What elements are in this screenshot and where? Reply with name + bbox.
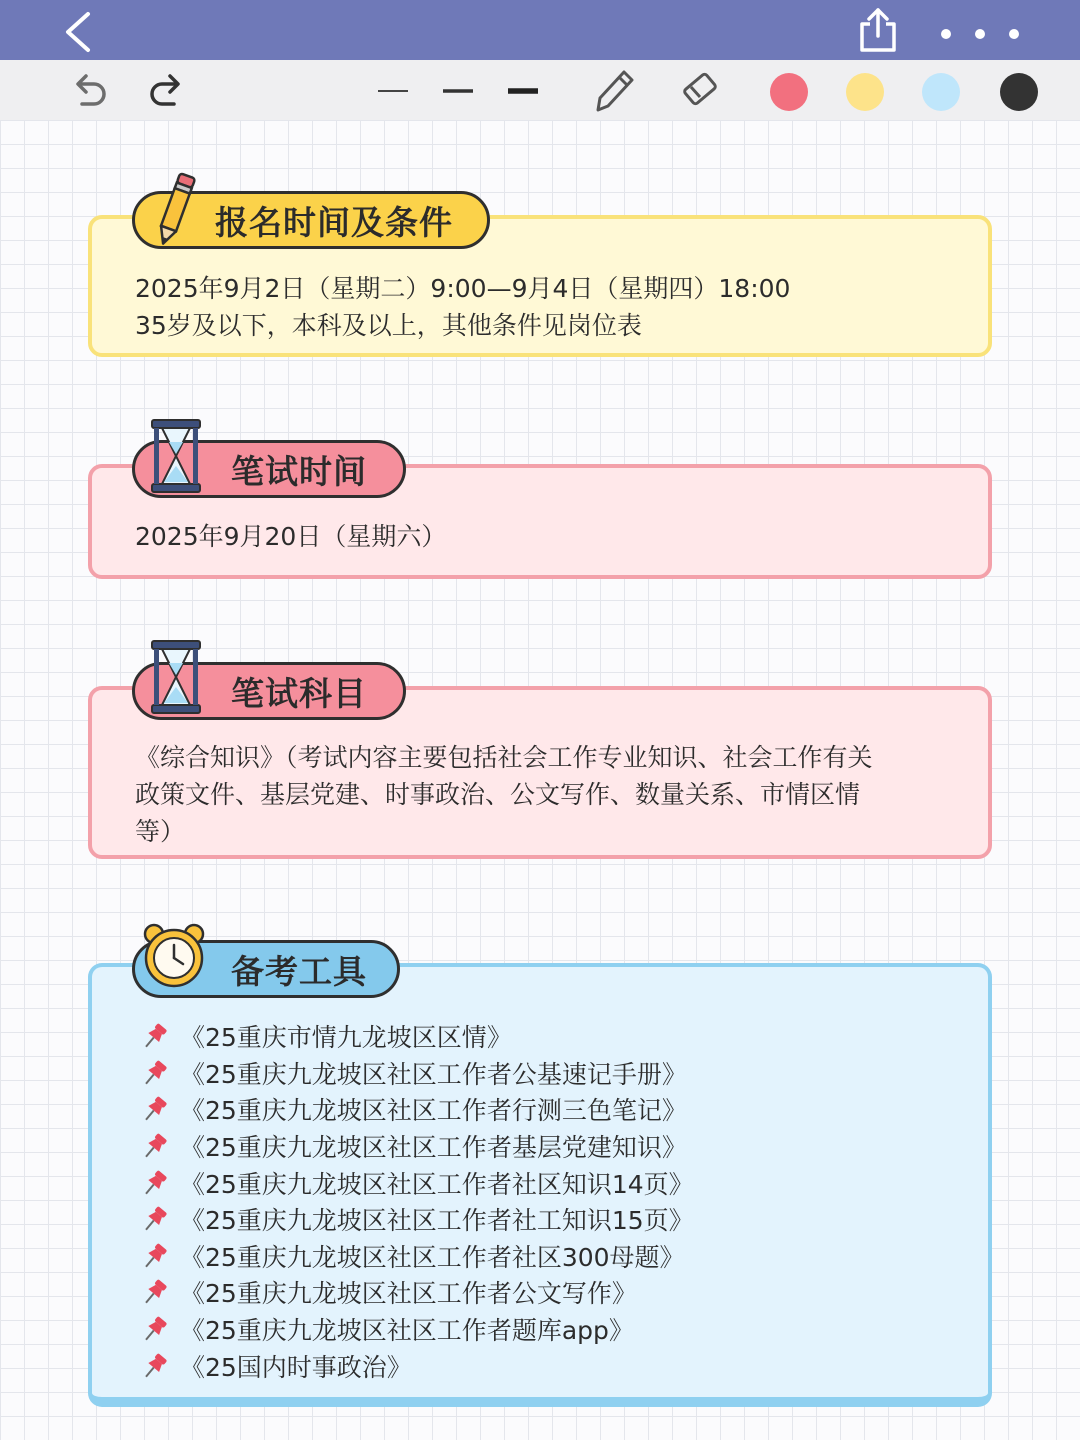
list-item <box>140 1274 694 1311</box>
exam-time-title: 笔试时间 <box>231 451 367 491</box>
more-dots-icon[interactable] <box>930 22 1030 46</box>
pushpin-icon <box>140 1314 170 1344</box>
pushpin-icon <box>140 1168 170 1198</box>
registration-title: 报名时间及条件 <box>215 202 453 242</box>
list-item <box>140 1201 694 1238</box>
list-item <box>140 1091 694 1128</box>
exam-subject-content <box>135 739 873 850</box>
redo-icon[interactable] <box>146 70 186 110</box>
pencil-icon <box>150 170 202 252</box>
tool-item-text: 《25重庆市情九龙坡区区情》 <box>180 1023 512 1053</box>
tool-item-text: 《25重庆九龙坡区社区工作者行测三色笔记》 <box>180 1096 687 1126</box>
registration-content <box>135 270 790 344</box>
thick-stroke-icon[interactable] <box>506 70 540 110</box>
list-item <box>140 1347 694 1384</box>
tool-item-text: 《25重庆九龙坡区社区工作者题库app》 <box>180 1316 634 1346</box>
tool-item-text: 《25国内时事政治》 <box>180 1352 412 1382</box>
exam-time-line: 2025年9月20日（星期六） <box>135 522 447 551</box>
list-item <box>140 1018 694 1055</box>
list-item <box>140 1164 694 1201</box>
pushpin-icon <box>140 1021 170 1051</box>
top-bar <box>0 0 1080 60</box>
share-icon[interactable] <box>856 6 900 54</box>
pushpin-icon <box>140 1094 170 1124</box>
tool-item-text: 《25重庆九龙坡区社区工作者公基速记手册》 <box>180 1059 687 1089</box>
list-item <box>140 1128 694 1165</box>
pushpin-icon <box>140 1058 170 1088</box>
exam-time-content <box>135 518 446 555</box>
registration-line: 35岁及以下，本科及以上，其他条件见岗位表 <box>135 311 642 340</box>
exam-subject-line: 政策文件、基层党建、时事政治、公文写作、数量关系、市情区情 <box>135 780 861 809</box>
tools-list <box>140 1018 694 1384</box>
tool-item-text: 《25重庆九龙坡区社区工作者社工知识15页》 <box>180 1206 694 1236</box>
color-swatch-black[interactable] <box>1000 73 1038 111</box>
pushpin-icon <box>140 1277 170 1307</box>
tool-item-text: 《25重庆九龙坡区社区工作者社区知识14页》 <box>180 1169 694 1199</box>
exam-subject-title: 笔试科目 <box>231 673 367 713</box>
list-item <box>140 1311 694 1348</box>
alarm-clock-icon <box>140 918 208 990</box>
hourglass-icon <box>148 637 204 717</box>
tool-item-text: 《25重庆九龙坡区社区工作者社区300母题》 <box>180 1242 685 1272</box>
chevron-left-icon[interactable] <box>60 10 100 54</box>
pen-icon[interactable] <box>590 66 638 114</box>
exam-subject-line: 等） <box>135 817 186 846</box>
hourglass-icon <box>148 416 204 496</box>
registration-line: 2025年9月2日（星期二）9:00—9月4日（星期四）18:00 <box>135 274 791 303</box>
tool-item-text: 《25重庆九龙坡区社区工作者基层党建知识》 <box>180 1133 687 1163</box>
color-swatch-red[interactable] <box>770 73 808 111</box>
undo-icon[interactable] <box>70 70 110 110</box>
tool-item-text: 《25重庆九龙坡区社区工作者公文写作》 <box>180 1279 637 1309</box>
color-swatch-blue[interactable] <box>922 73 960 111</box>
pushpin-icon <box>140 1241 170 1271</box>
list-item <box>140 1055 694 1092</box>
tools-title: 备考工具 <box>231 951 367 991</box>
medium-stroke-icon[interactable] <box>441 70 475 110</box>
eraser-icon[interactable] <box>678 68 722 112</box>
exam-subject-line: 《综合知识》（考试内容主要包括社会工作专业知识、社会工作有关 <box>135 743 873 772</box>
pushpin-icon <box>140 1351 170 1381</box>
pushpin-icon <box>140 1204 170 1234</box>
list-item <box>140 1238 694 1275</box>
thin-stroke-icon[interactable] <box>376 70 410 110</box>
pushpin-icon <box>140 1131 170 1161</box>
color-swatch-yellow[interactable] <box>846 73 884 111</box>
